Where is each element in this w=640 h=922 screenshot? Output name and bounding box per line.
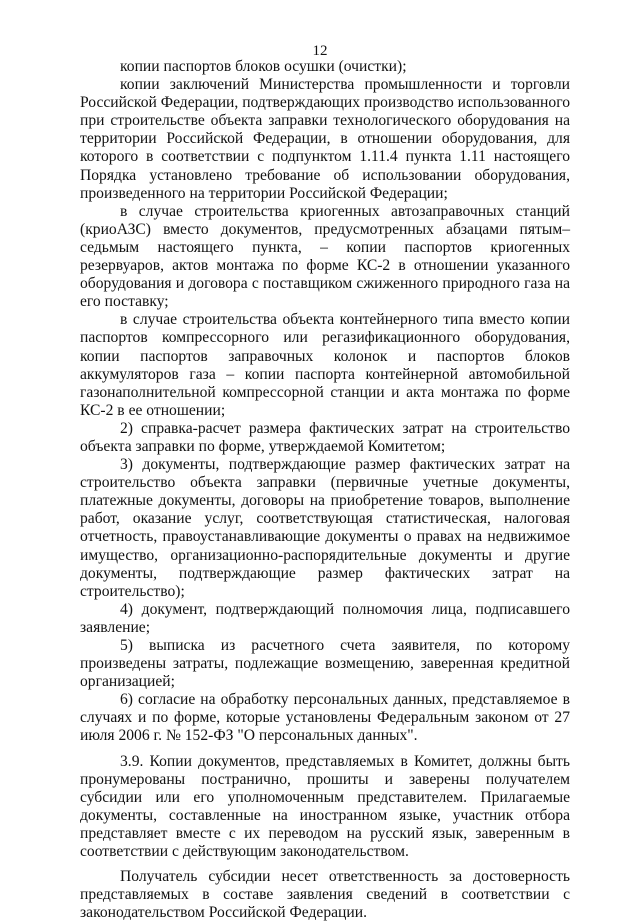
paragraph-cryogenic-stations: в случае строительства криогенных автозаправочных станций (криоАЗС) вместо документов, предусмотренных абзацами пятым–седьмым настоящего пункта, – копии паспортов криогенных резервуаров, актов монтажа по форме КС-2 в отношении указанного оборудования и договора с поставщиком сжиженного природного газа на его поставку; xyxy=(80,202,570,311)
paragraph-ministry-conclusions: копии заключений Министерства промышленности и торговли Российской Федерации, подтверждающих производство использованного при строительстве объекта заправки технологического оборудования на территории Российской Федерации, в отношении оборудования, для которого в соответствии с подпунктом 1.11.4 пункта 1.11 настоящего Порядка установлено требование об использовании оборудования, произведенного на территории Российской Федерации; xyxy=(80,76,570,202)
paragraph-item-5: 5) выписка из расчетного счета заявителя, по которому произведены затраты, подлежащие возмещению, заверенная кредитной организацией; xyxy=(80,637,570,691)
paragraph-dryer-passports: копии паспортов блоков осушки (очистки); xyxy=(120,58,407,75)
document-body xyxy=(80,58,570,922)
paragraph-item-6: 6) согласие на обработку персональных данных, представляемое в случаях и по форме, которые установлены Федеральным законом от 27 июля 2006 г. № 152-ФЗ "О персональных данных". xyxy=(80,691,570,745)
page-number: 12 xyxy=(312,43,328,59)
paragraph-item-3: 3) документы, подтверждающие размер фактических затрат на строительство объекта заправки (первичные учетные документы, платежные документы, договоры на приобретение товаров, выполнение работ, оказание услуг, соответствующая статистическая, налоговая отчетность, правоустанавливающие документы о правах на недвижимое имущество, организационно-распорядительные документы и другие документы, подтверждающие размер фактических затрат на строительство); xyxy=(80,456,570,600)
paragraph-responsibility: Получатель субсидии несет ответственность за достоверность представляемых в составе заявления сведений в соответствии с законодательством Российской Федерации. xyxy=(80,868,570,922)
paragraph-item-4: 4) документ, подтверждающий полномочия лица, подписавшего заявление; xyxy=(80,600,570,636)
paragraph-container-type: в случае строительства объекта контейнерного типа вместо копии паспортов компрессорного или регазификационного оборудования, копии паспортов заправочных колонок и паспортов блоков аккумуляторов газа – копии паспорта контейнерной автомобильной газонаполнительной компрессорной станции и акта монтажа по форме КС-2 в ее отношении; xyxy=(80,311,570,419)
paragraph-section-3-9: 3.9. Копии документов, представляемых в Комитет, должны быть пронумерованы постранично, прошиты и заверены получателем субсидии или его уполномоченным представителем. Прилагаемые документы, составленные на иностранном языке, участник отбора представляет вместе с их переводом на русский язык, заверенным в соответствии с действующим законодательством. xyxy=(80,752,570,861)
paragraph-item-2: 2) справка-расчет размера фактических затрат на строительство объекта заправки по форме, утверждаемой Комитетом; xyxy=(80,419,570,455)
